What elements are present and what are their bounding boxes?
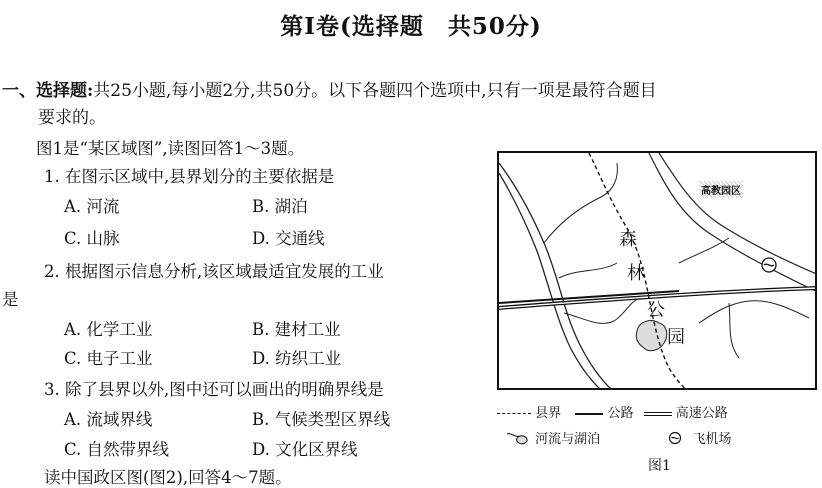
question-3-option-d[interactable]: D. 文化区界线 [252, 440, 358, 459]
legend-road: 公路 [607, 406, 634, 421]
question-2-option-d[interactable]: D. 纺织工业 [252, 349, 342, 368]
question-3-option-a[interactable]: A. 流域界线 [64, 410, 153, 429]
question-2-option-b[interactable]: B. 建材工业 [252, 320, 341, 339]
question-2-stem-cont: 是 [2, 290, 19, 309]
county-boundary-symbol [497, 413, 531, 414]
map-label-gong: 公 [647, 300, 665, 321]
question-3-stem: 3. 除了县界以外,图中还可以画出的明确界线是 [44, 380, 384, 399]
question-1-option-b[interactable]: B. 湖泊 [252, 197, 308, 216]
legend-highway: 高速公路 [675, 406, 728, 421]
instruction-text-1: 共25小题,每小题2分,共50分。以下各题四个选项中,只有一项是最符合题目 [93, 81, 657, 101]
legend-county: 县界 [535, 406, 562, 421]
highway-symbol [644, 412, 672, 416]
legend-airport: 飞机场 [692, 432, 732, 447]
question-3-option-c[interactable]: C. 自然带界线 [64, 440, 170, 459]
question-3-option-b[interactable]: B. 气候类型区界线 [252, 410, 391, 429]
map-label-sen: 森 [619, 229, 637, 250]
question-1-option-c[interactable]: C. 山脉 [64, 229, 120, 248]
question-1-stem: 1. 在图示区域中,县界划分的主要依据是 [44, 167, 335, 186]
map-drawing [499, 153, 817, 390]
road-symbol [575, 413, 603, 415]
river-lake-icon [505, 430, 531, 450]
section-instruction [2, 76, 657, 101]
map-label-lin: 林 [627, 263, 645, 284]
map-label-yuan: 园 [667, 327, 685, 348]
zone-label: 高教园区 [699, 181, 743, 198]
airport-icon [762, 258, 776, 272]
legend-river-lake: 河流与湖泊 [535, 432, 601, 447]
intro-figure-2: 读中国政区图(图2),回答4～7题。 [44, 468, 292, 487]
airport-legend-icon [668, 431, 682, 449]
legend-row-1 [497, 402, 728, 421]
question-2-option-a[interactable]: A. 化学工业 [64, 320, 153, 339]
section-label: 一、选择题: [2, 81, 94, 101]
instruction-text-2: 要求的。 [38, 108, 106, 128]
question-2-stem: 2. 根据图示信息分析,该区域最适宜发展的工业 [44, 262, 384, 281]
question-1-option-d[interactable]: D. 交通线 [252, 229, 325, 248]
region-map [497, 151, 817, 390]
legend-row-2 [505, 428, 731, 450]
intro-figure-1: 图1是“某区域图”,读图回答1～3题。 [36, 139, 305, 158]
figure-caption: 图1 [648, 458, 671, 474]
page-title: 第Ⅰ卷(选择题 共50分) [280, 13, 542, 40]
question-2-option-c[interactable]: C. 电子工业 [64, 349, 153, 368]
question-1-option-a[interactable]: A. 河流 [64, 197, 120, 216]
